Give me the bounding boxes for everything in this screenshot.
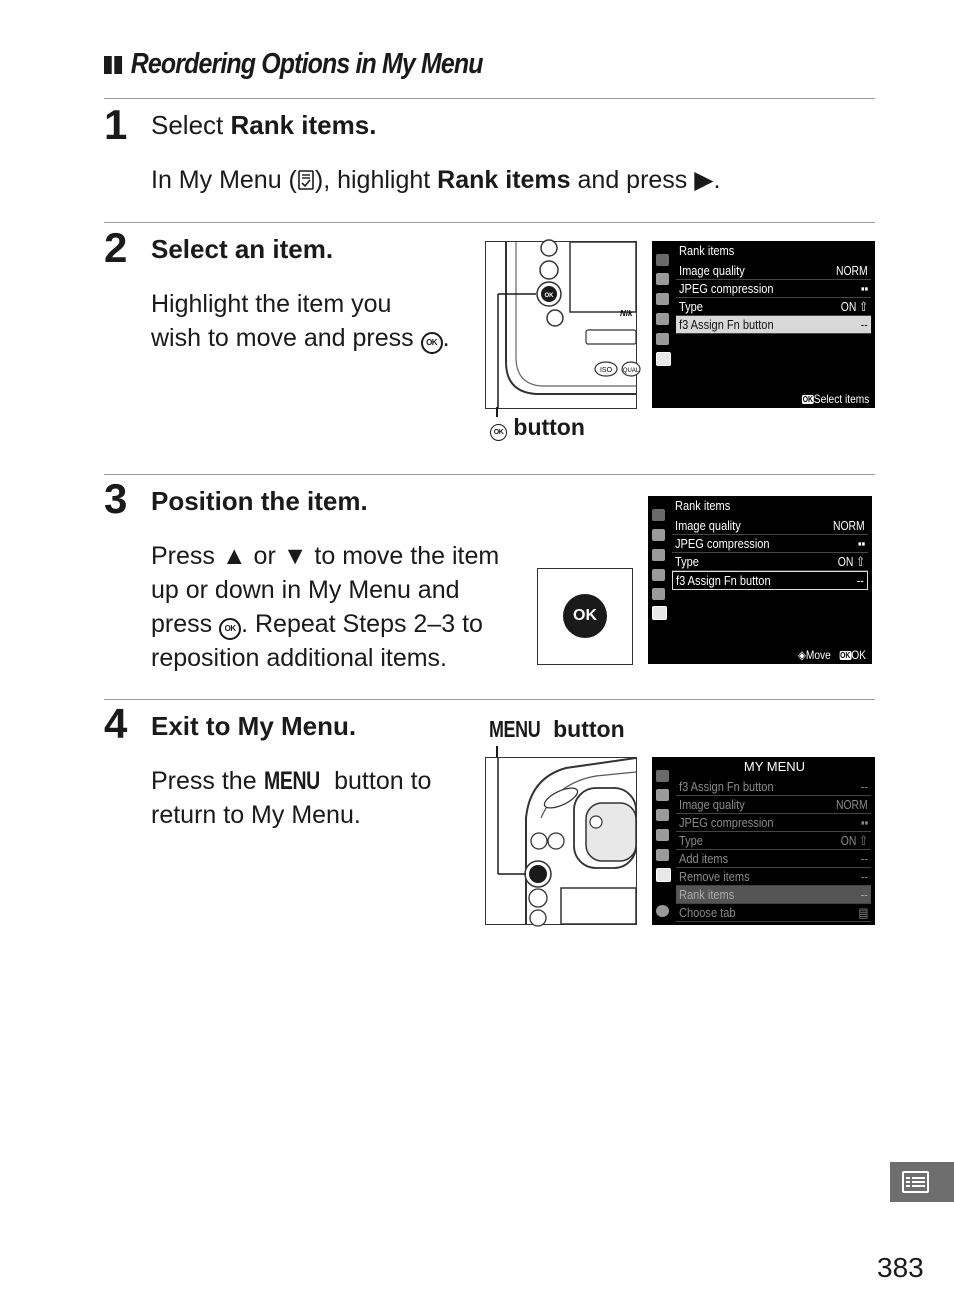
menu-tab-sidebar <box>648 496 670 664</box>
screen-row <box>676 832 871 850</box>
screen-row <box>676 298 871 316</box>
section-title-text: Reordering Options in My Menu <box>130 48 483 80</box>
divider <box>104 699 875 700</box>
section-marker-icon <box>114 56 122 74</box>
row-value: -- <box>861 317 868 332</box>
section-marker-icon <box>104 56 112 74</box>
screen-row <box>672 535 868 553</box>
step-body <box>151 764 431 832</box>
camera-iso-label: ISO <box>599 367 613 374</box>
row-label: f3 Assign Fn button <box>679 779 774 794</box>
step-text-line <box>151 607 499 641</box>
ok-button-icon: OK <box>490 424 507 441</box>
playback-menu-icon <box>652 509 665 521</box>
screen-row <box>676 814 871 832</box>
row-value: -- <box>861 869 868 884</box>
step-text: Press ▲ or ▼ to move the item <box>151 542 500 570</box>
step-text: Highlight the item you <box>151 290 392 318</box>
divider <box>104 474 875 475</box>
menu-guide-tab-icon <box>890 1162 954 1202</box>
step-text: ), highlight <box>314 166 438 194</box>
menu-tab-sidebar <box>652 757 674 925</box>
step-text-bold: Rank items <box>437 166 571 194</box>
row-label: Image quality <box>679 797 745 812</box>
row-label: JPEG compression <box>675 536 770 551</box>
step-text: . Repeat Steps 2–3 to <box>241 610 483 638</box>
screen-row <box>672 517 868 535</box>
row-label: Choose tab <box>679 905 736 920</box>
row-value: ▤ <box>858 905 868 920</box>
row-label: Type <box>675 554 699 569</box>
ok-button-illustration <box>537 568 633 665</box>
menu-button-callout <box>489 716 625 743</box>
step-number: 1 <box>104 101 128 148</box>
row-value: ▪▪ <box>857 536 865 551</box>
row-label: Image quality <box>679 263 745 278</box>
screen-row <box>672 553 868 571</box>
row-label: Remove items <box>679 869 750 884</box>
screen-footer <box>802 392 869 406</box>
row-value: NORM <box>836 263 868 278</box>
step-number: 4 <box>104 700 128 747</box>
step-text: wish to move and press <box>151 324 421 352</box>
step-body <box>151 163 720 197</box>
camera-qual-label: QUAL <box>622 368 640 374</box>
screen-row <box>676 262 871 280</box>
screen-row-highlighted <box>676 316 871 334</box>
custom-settings-icon <box>656 293 669 305</box>
lcd-screen-my-menu <box>652 757 875 925</box>
custom-settings-icon <box>652 549 665 561</box>
ok-button-icon: OK <box>219 618 241 640</box>
camera-back-drawing <box>486 242 640 408</box>
step-title-bold: Rank items. <box>230 110 377 140</box>
row-value: -- <box>861 851 868 866</box>
lcd-screen-rank-items-select <box>652 241 875 408</box>
step-text: return to My Menu. <box>151 801 361 829</box>
screen-title: Rank items <box>679 243 735 258</box>
step-number: 2 <box>104 224 128 271</box>
step-text: press <box>151 610 220 638</box>
step-text-line <box>151 321 450 355</box>
step-body <box>151 539 499 675</box>
custom-settings-icon <box>656 809 669 821</box>
step-title-prefix: Select <box>151 110 231 140</box>
multi-selector-icon: ◈ <box>798 648 806 662</box>
row-label: Type <box>679 833 703 848</box>
step-text-line <box>151 764 431 798</box>
retouch-menu-icon <box>656 849 669 861</box>
retouch-menu-icon <box>656 333 669 345</box>
row-value: NORM <box>833 518 865 533</box>
step-title: Exit to My Menu. <box>151 711 357 741</box>
row-value: ▪▪ <box>860 815 868 830</box>
screen-row <box>676 850 871 868</box>
lcd-screen-rank-items-move <box>648 496 872 664</box>
step-title: Position the item. <box>151 486 368 516</box>
row-label: f3 Assign Fn button <box>679 317 774 332</box>
callout-text: button <box>546 716 625 742</box>
row-label: Add items <box>679 851 729 866</box>
screen-title: MY MENU <box>743 759 806 774</box>
footer-text: Select items <box>813 392 869 406</box>
step-text: reposition additional items. <box>151 644 447 672</box>
step-title <box>151 110 376 141</box>
row-value: NORM <box>836 797 868 812</box>
help-icon <box>656 905 669 917</box>
footer-text: Move <box>805 648 831 662</box>
playback-menu-icon <box>656 770 669 782</box>
camera-back-illustration <box>485 241 640 409</box>
ok-button-icon: OK <box>421 332 443 354</box>
page-number: 383 <box>877 1252 924 1283</box>
my-menu-icon <box>297 169 315 191</box>
row-value: -- <box>861 779 868 794</box>
my-menu-tab-icon <box>656 352 671 366</box>
ok-button-graphic: OK <box>563 594 607 638</box>
row-value: ON ⇧ <box>837 554 865 569</box>
screen-footer <box>798 648 866 662</box>
camera-rear-illustration <box>485 757 637 925</box>
screen-row <box>676 904 871 922</box>
row-label: JPEG compression <box>679 815 774 830</box>
setup-menu-icon <box>656 313 669 325</box>
row-label: JPEG compression <box>679 281 774 296</box>
menu-button-icon: MENU <box>263 767 320 795</box>
camera-ok-button-text: OK <box>544 293 554 299</box>
camera-rear-drawing <box>486 758 636 924</box>
my-menu-tab-icon <box>656 868 671 882</box>
divider <box>104 98 875 99</box>
ok-key-icon: OK <box>840 651 851 660</box>
retouch-menu-icon <box>652 588 665 600</box>
divider <box>104 222 875 223</box>
shooting-menu-icon <box>652 529 665 541</box>
step-text: and press ▶. <box>570 166 721 194</box>
menu-tab-sidebar <box>652 241 674 408</box>
shooting-menu-icon <box>656 789 669 801</box>
row-value: ON ⇧ <box>840 299 868 314</box>
setup-menu-icon <box>656 829 669 841</box>
shooting-menu-icon <box>656 273 669 285</box>
step-text: up or down in My Menu and <box>151 576 460 604</box>
step-text: . <box>442 324 450 352</box>
setup-menu-icon <box>652 569 665 581</box>
row-label: f3 Assign Fn button <box>676 573 771 588</box>
section-title <box>104 48 483 81</box>
row-value: -- <box>857 573 864 588</box>
ok-key-icon: OK <box>802 395 813 404</box>
step-text: Press the <box>151 767 264 795</box>
step-text: In My Menu ( <box>151 166 297 194</box>
screen-row <box>676 280 871 298</box>
screen-row <box>676 868 871 886</box>
footer-text: OK <box>851 648 866 662</box>
row-value: ON ⇧ <box>840 833 868 848</box>
row-label: Type <box>679 299 703 314</box>
step-text: button to <box>327 767 432 795</box>
row-label: Image quality <box>675 518 741 533</box>
step-number: 3 <box>104 475 128 522</box>
screen-row <box>676 778 871 796</box>
screen-row-highlighted <box>676 886 871 904</box>
my-menu-tab-icon <box>652 606 667 620</box>
screen-row <box>676 796 871 814</box>
row-label: Rank items <box>679 887 735 902</box>
row-value: ▪▪ <box>860 281 868 296</box>
step-body <box>151 287 450 355</box>
camera-brand-label: Nik <box>620 309 633 318</box>
menu-button-icon: MENU <box>489 716 541 742</box>
screen-row-selected <box>672 571 868 590</box>
playback-menu-icon <box>656 254 669 266</box>
screen-title: Rank items <box>675 498 731 513</box>
ok-button-callout <box>490 414 585 441</box>
step-title: Select an item. <box>151 234 334 264</box>
callout-text: button <box>507 414 585 440</box>
row-value: -- <box>861 887 868 902</box>
